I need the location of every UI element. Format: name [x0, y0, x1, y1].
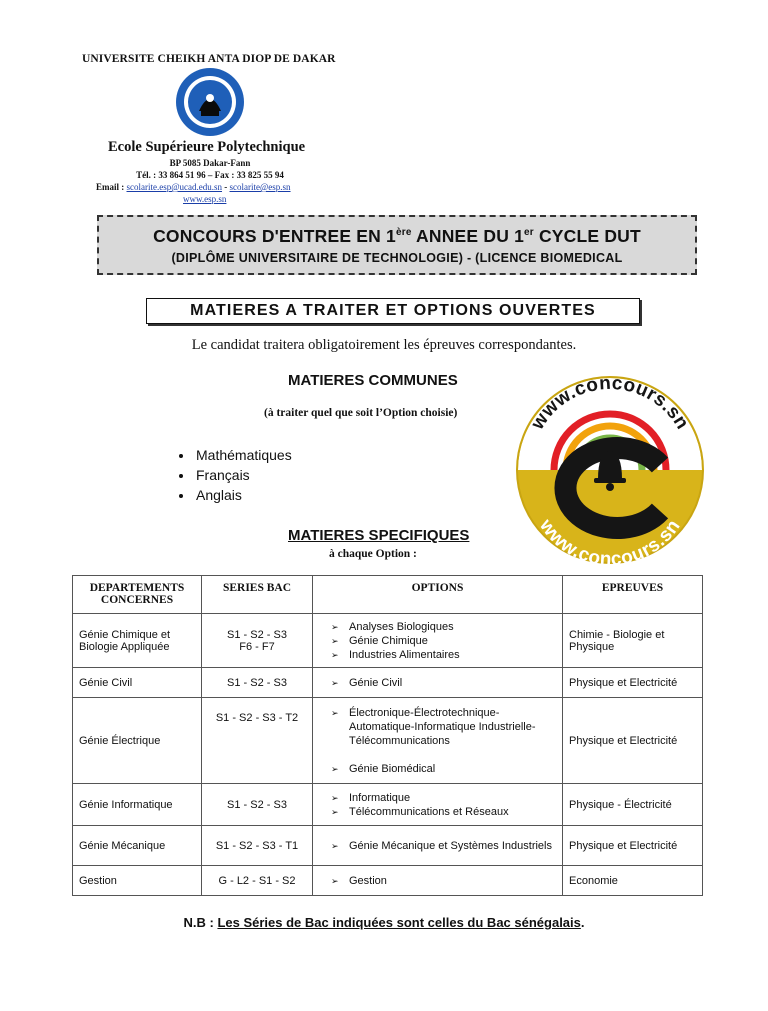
- concours-logo: [510, 375, 710, 565]
- list-item: ➢ Génie Chimique: [331, 634, 428, 647]
- table-row: [73, 614, 703, 668]
- table-row: [73, 698, 703, 784]
- banner-subtitle: (DIPLÔME UNIVERSITAIRE DE TECHNOLOGIE) - (LICENCE BIOMEDICAL: [171, 251, 623, 265]
- list-item: ➢ Génie Civil: [331, 676, 403, 689]
- common-subjects-heading: MATIERES COMMUNES: [288, 372, 458, 389]
- series-cell: S1 - S2 - S3 F6 - F7: [202, 614, 313, 668]
- table-row: [73, 826, 703, 866]
- column-header: SERIES BAC: [202, 576, 313, 614]
- options-cell: [313, 866, 563, 896]
- logo-text-top: www.concours.sn: [527, 375, 693, 434]
- phone-fax: Tél. : 33 864 51 96 – Fax : 33 825 55 94: [136, 170, 284, 180]
- email-label: Email :: [96, 182, 125, 192]
- school-name: Ecole Supérieure Polytechnique: [108, 139, 306, 155]
- column-header: OPTIONS: [313, 576, 563, 614]
- email-separator: -: [222, 182, 230, 192]
- list-item: ➢ Génie Mécanique et Systèmes Industriels: [331, 839, 552, 852]
- table-row: [73, 784, 703, 826]
- exams-cell: Economie: [563, 866, 703, 896]
- exams-cell: Physique et Electricité: [563, 826, 703, 866]
- university-name: UNIVERSITE CHEIKH ANTA DIOP DE DAKAR: [82, 53, 336, 65]
- exams-cell: Physique et Electricité: [563, 698, 703, 784]
- website-line: [183, 194, 226, 204]
- table-row: [73, 668, 703, 698]
- email-link-1[interactable]: scolarite.esp@ucad.edu.sn: [126, 182, 223, 192]
- series-cell: S1 - S2 - S3: [202, 668, 313, 698]
- exam-banner: [97, 215, 697, 275]
- list-item: ➢ Gestion: [331, 874, 387, 887]
- list-item: ➢ Télécommunications et Réseaux: [331, 805, 509, 818]
- dept-cell: Génie Chimique et Biologie Appliquée: [73, 614, 202, 668]
- list-item: ➢ Industries Alimentaires: [331, 648, 460, 661]
- dept-cell: Génie Civil: [73, 668, 202, 698]
- dept-cell: Génie Mécanique: [73, 826, 202, 866]
- series-cell: S1 - S2 - S3 - T1: [202, 826, 313, 866]
- list-item: ➢ Génie Biomédical: [331, 762, 436, 775]
- exams-cell: Physique et Electricité: [563, 668, 703, 698]
- website-link[interactable]: www.esp.sn: [183, 194, 227, 204]
- dept-cell: Génie Électrique: [73, 698, 202, 784]
- series-cell: G - L2 - S1 - S2: [202, 866, 313, 896]
- specific-subjects-note: à chaque Option :: [329, 548, 417, 560]
- banner-title: CONCOURS D'ENTREE EN 1ère ANNEE DU 1er CYCLE DUT: [153, 226, 641, 246]
- dept-cell: Génie Informatique: [73, 784, 202, 826]
- university-seal-icon: [175, 67, 245, 137]
- column-header: DEPARTEMENTS CONCERNES: [73, 576, 202, 614]
- exams-cell: Chimie - Biologie et Physique: [563, 614, 703, 668]
- footnote-prefix: N.B :: [183, 915, 218, 930]
- table-header-row: [73, 576, 703, 614]
- exams-cell: Physique - Électricité: [563, 784, 703, 826]
- series-cell: S1 - S2 - S3: [202, 784, 313, 826]
- address: BP 5085 Dakar-Fann: [169, 158, 251, 168]
- common-subjects-note: (à traiter quel que soit l’Option choisie): [264, 407, 458, 419]
- series-cell: S1 - S2 - S3 - T2: [202, 698, 313, 784]
- specific-subjects-heading: MATIERES SPECIFIQUES: [288, 527, 470, 544]
- intro-text: Le candidat traitera obligatoirement les épreuves correspondantes.: [191, 337, 577, 353]
- options-cell: [313, 614, 563, 668]
- table-row: [73, 866, 703, 896]
- email-line: [96, 182, 291, 192]
- logo-text-bottom: www.concours.sn: [535, 515, 685, 565]
- options-table: [72, 575, 703, 896]
- footnote: N.B : Les Séries de Bac indiquées sont celles du Bac sénégalais.: [183, 915, 585, 930]
- common-subjects-list: [176, 445, 292, 505]
- list-item: ➢ Électronique-Électrotechnique-Automatique-Informatique Industrielle-Télécommunications: [331, 706, 536, 747]
- list-item: ➢ Analyses Biologiques: [331, 620, 454, 633]
- options-cell: [313, 698, 563, 784]
- list-item: • Mathématiques: [194, 445, 292, 465]
- column-header: EPREUVES: [563, 576, 703, 614]
- email-link-2[interactable]: scolarite@esp.sn: [229, 182, 291, 192]
- list-item: • Anglais: [194, 485, 292, 505]
- options-cell: [313, 784, 563, 826]
- section-title: MATIERES A TRAITER ET OPTIONS OUVERTES: [146, 298, 640, 324]
- options-cell: [313, 826, 563, 866]
- dept-cell: Gestion: [73, 866, 202, 896]
- list-item: • Français: [194, 465, 292, 485]
- footnote-text: Les Séries de Bac indiquées sont celles du Bac sénégalais: [217, 915, 581, 930]
- list-item: ➢ Informatique: [331, 791, 411, 804]
- options-cell: [313, 668, 563, 698]
